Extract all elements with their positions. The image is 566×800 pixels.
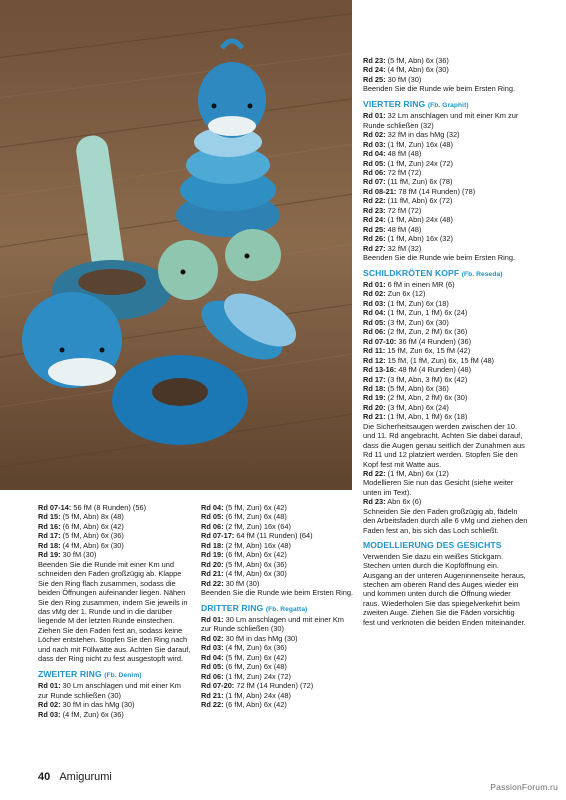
round-label: Rd 21: [201,569,224,579]
round-label: Rd 07-14: [38,503,72,512]
round-instruction: (2 fM, Abn, 2 fM) 6x (30) [385,393,468,403]
round-instruction: 48 fM (48) [385,149,422,159]
round-label: Rd 17: [363,374,386,384]
round-instruction: 78 fM (14 Runden) (78) [396,186,476,196]
round-instruction: 30 fM (30) [60,550,97,560]
round-label: Rd 04: [201,503,224,512]
instruction-row [201,691,356,700]
instruction-row [201,522,356,531]
round-label: Rd 18: [363,383,386,393]
instruction-row [201,503,356,512]
section-heading: SCHILDKRÖTEN KOPF (Fb. Reseda) [363,267,503,278]
round-label: Rd 06: [201,521,224,531]
round-label: Rd 12: [363,355,386,365]
round-instruction: (4 fM, Abn) 6x (30) [385,65,449,75]
round-instruction: 15 fM, Zun 6x, 15 fM (42) [385,346,471,356]
instruction-row [363,337,528,346]
instruction-row [363,244,528,253]
round-label: Rd 24: [363,215,386,225]
round-label: Rd 20: [201,559,224,569]
round-label: Rd 02: [38,700,61,710]
instruction-row [363,497,528,506]
instruction-row [363,327,528,336]
round-label: Rd 24: [363,65,386,75]
section-heading: ZWEITER RING (Fb. Denim) [38,668,142,679]
instruction-row [363,206,528,215]
instruction-row [363,215,528,224]
round-label: Rd 07: [363,177,386,187]
round-instruction: (6 fM, Abn) 6x (42) [223,700,287,710]
round-label: Rd 04: [363,308,386,318]
instruction-row [201,569,356,578]
round-label: Rd 15: [38,512,61,522]
round-instruction: (5 fM, Zun) 6x (42) [223,503,287,512]
round-label: Rd 25: [363,74,386,84]
instruction-list [363,497,528,506]
round-label: Rd 02: [363,289,386,299]
instruction-row [363,393,528,402]
instruction-row [201,653,356,662]
instruction-row [363,111,528,130]
round-label: Rd 23: [363,56,386,65]
round-instruction: (4 fM, Zun) 6x (36) [223,643,287,653]
instruction-list [363,111,528,253]
watermark: PassionForum.ru [490,782,558,792]
instruction-row [201,643,356,652]
instruction-paragraph: Beenden Sie die Runde mit einer Km und schneiden den Faden großzügig ab. Klappe Sie den Ring flach zusammen, sodass die beiden Öffnungen aufeinander liegen. Nähen Sie den Ring zusammen, indem Sie jeweils in das vMg der 1. Runde und in die darüber liegende M der letzten Runde einstechen. Ziehen Sie den Faden fest an, sodass keine Löcher entstehen. Stopfen Sie den Ring nach und nach mit Füllwatte aus. Achten Sie darauf, dass der Ring nicht zu fest ausgestopft wird. [38,559,191,664]
round-instruction: 30 fM in das hMg (30) [60,700,135,710]
round-label: Rd 06: [201,671,224,681]
round-instruction: (1 fM, Abn) 24x (48) [223,690,291,700]
round-instruction: 72 fM (72) [385,205,422,215]
round-label: Rd 22: [201,700,224,710]
round-label: Rd 26: [363,234,386,244]
instruction-row [363,56,528,65]
instruction-row [363,168,528,177]
round-label: Rd 01: [363,279,386,289]
instruction-row [38,512,193,521]
round-instruction: 15 fM, (1 fM, Zun) 6x, 15 fM (48) [385,355,495,365]
round-instruction: Zun 6x (12) [385,289,426,299]
instruction-row [363,289,528,298]
round-instruction: 32 Lm anschlagen und mit einer Km zur Runde schließen (32) [363,111,519,130]
round-label: Rd 01: [201,614,224,624]
round-label: Rd 05: [363,158,386,168]
round-instruction: (4 fM, Zun) 6x (36) [60,709,124,719]
round-instruction: (6 fM, Abn) 6x (42) [223,550,287,560]
instruction-row [201,550,356,559]
round-instruction: (1 fM, Zun) 6x (18) [385,298,449,308]
page-footer [38,771,112,783]
instruction-row [363,346,528,355]
instruction-row [363,318,528,327]
instruction-row [363,384,528,393]
round-instruction: 72 fM (14 Runden) (72) [234,681,314,691]
instruction-row [363,65,528,74]
round-label: Rd 05: [363,317,386,327]
instruction-row [201,541,356,550]
instruction-row [363,234,528,243]
round-label: Rd 07-10: [363,336,397,346]
round-instruction: 32 fM in das hMg (32) [385,130,460,140]
round-label: Rd 18: [201,540,224,550]
round-instruction: (4 fM, Abn) 6x (30) [60,540,124,550]
cover-photo [0,0,352,490]
round-instruction: 30 fM (30) [385,74,422,84]
instruction-list [38,503,193,560]
round-instruction: (2 fM, Zun, 2 fM) 6x (36) [385,327,468,337]
round-label: Rd 01: [38,681,61,691]
round-instruction: (1 fM, Abn) 6x (12) [385,469,449,479]
instruction-list [38,681,193,719]
instruction-row [38,700,193,709]
round-label: Rd 02: [201,633,224,643]
round-label: Rd 11: [363,346,386,356]
instruction-row [363,225,528,234]
round-label: Rd 05: [201,662,224,672]
instruction-row [38,522,193,531]
instruction-row [38,541,193,550]
round-label: Rd 21: [363,412,386,422]
round-instruction: (5 fM, Abn) 6x (36) [385,56,449,65]
round-label: Rd 04: [363,149,386,159]
round-instruction: 30 Lm anschlagen und mit einer Km zur Runde schließen (30) [201,614,344,634]
instruction-row [38,531,193,540]
instruction-paragraph: Modellieren Sie nun das Gesicht (siehe weiter unten im Text). [363,478,514,497]
instruction-list [363,280,528,422]
instruction-list [363,56,528,84]
round-instruction: 48 fM (4 Runden) (48) [396,365,472,375]
round-instruction: (1 fM, Zun, 1 fM) 6x (24) [385,308,468,318]
instruction-row [363,159,528,168]
round-instruction: (1 fM, Zun) 24x (72) [385,158,453,168]
instruction-list [363,469,528,478]
round-label: Rd 03: [201,643,224,653]
round-label: Rd 23: [363,205,386,215]
instruction-paragraph: Verwenden Sie dazu ein weißes Stickgarn. Stechen unten durch die Kopföffnung ein. Ausgang an der unteren Augeninnenseite heraus, stechen am oberen Rand des Auges wieder ein und kommen unten durch die Öffnung wieder raus. Wiederholen Sie das spiegelverkehrt beim zweiten Auge. Ziehen Sie die Fäden vorsichtig fest und verknoten die beiden Enden miteinander. [363,551,526,627]
round-instruction: (5 fM, Abn) 6x (36) [385,383,449,393]
round-label: Rd 01: [363,111,386,121]
round-instruction: 30 Lm anschlagen und mit einer Km zur Runde schließen (30) [38,681,181,700]
instruction-row [38,550,193,559]
round-label: Rd 06: [363,167,386,177]
instruction-row [201,634,356,643]
round-label: Rd 22: [363,469,386,479]
instruction-row [201,560,356,569]
round-label: Rd 07-20: [201,681,235,691]
round-instruction: (6 fM, Abn) 6x (42) [60,521,124,531]
instruction-row [201,662,356,671]
round-instruction: (5 fM, Zun) 6x (42) [223,652,287,662]
round-instruction: (1 fM, Zun) 16x (48) [385,139,453,149]
instruction-paragraph: Beenden Sie die Runde wie beim Ersten Ring. [201,588,354,598]
magazine-name: Amigurumi [59,771,112,783]
instruction-row [363,177,528,186]
instruction-row [363,140,528,149]
round-label: Rd 03: [363,139,386,149]
round-label: Rd 07-17: [201,531,235,541]
column-right [363,56,528,627]
instruction-row [38,503,193,512]
instruction-row [363,375,528,384]
instruction-row [363,469,528,478]
instruction-row [201,579,356,588]
instruction-row [363,412,528,421]
instruction-row [363,187,528,196]
instruction-row [201,700,356,709]
round-instruction: (2 fM, Abn) 16x (48) [223,540,291,550]
round-label: Rd 03: [363,298,386,308]
instruction-row [363,365,528,374]
round-instruction: 36 fM (4 Runden) (36) [396,336,472,346]
round-label: Rd 03: [38,709,61,719]
round-label: Rd 21: [201,690,224,700]
round-label: Rd 05: [201,512,224,522]
round-instruction: (11 fM, Zun) 6x (78) [385,177,453,187]
instruction-row [201,681,356,690]
round-label: Rd 02: [363,130,386,140]
instruction-paragraph: Die Sicherheitsaugen werden zwischen der 10. und 11. Rd angebracht. Achten Sie dabei darauf, dass die Augen genau seitlich der Zunahmen aus Rd 11 und 12 platziert werden. Stopfen Sie den Kopf fest mit Watte aus. [363,421,525,469]
instruction-row [201,512,356,521]
instruction-row [363,356,528,365]
round-instruction: 32 fM (32) [385,243,422,253]
round-label: Rd 17: [38,531,61,541]
instruction-list [201,503,356,588]
round-instruction: (3 fM, Zun) 6x (30) [385,317,449,327]
round-instruction: (2 fM, Zun) 16x (64) [223,521,291,531]
round-instruction: (5 fM, Abn) 8x (48) [60,512,124,522]
round-instruction: 48 fM (48) [385,224,422,234]
round-label: Rd 04: [201,652,224,662]
round-label: Rd 06: [363,327,386,337]
instruction-paragraph: Schneiden Sie den Faden großzügig ab, fädeln den Arbeitsfaden durch alle 6 vMg und ziehen den Faden fest an, bis sich das Loch schließt. [363,506,528,535]
round-label: Rd 25: [363,224,386,234]
round-label: Rd 16: [38,521,61,531]
instruction-list [201,615,356,710]
section-heading: VIERTER RING (Fb. Graphit) [363,98,469,109]
instruction-row [201,531,356,540]
round-label: Rd 22: [201,578,224,588]
round-instruction: (6 fM, Zun) 6x (48) [223,662,287,672]
round-instruction: 30 fM (30) [223,578,260,588]
instruction-row [363,130,528,139]
instruction-paragraph: Beenden Sie die Runde wie beim Ersten Ring. [363,253,516,263]
round-instruction: (5 fM, Abn) 6x (36) [223,559,287,569]
instruction-row [363,196,528,205]
round-instruction: (11 fM, Abn) 6x (72) [385,196,453,206]
instruction-row [363,280,528,289]
round-instruction: (3 fM, Abn, 3 fM) 6x (42) [385,374,468,384]
amigurumi-photo [0,0,352,490]
column-middle [201,503,356,710]
section-heading: MODELLIERUNG DES GESICHTS [363,540,502,551]
round-instruction: (3 fM, Abn) 6x (24) [385,402,449,412]
round-instruction: (1 fM, Abn) 24x (48) [385,215,453,225]
instruction-row [38,710,193,719]
round-instruction: 64 fM (11 Runden) (64) [234,531,313,541]
page-number: 40 [38,771,51,783]
round-instruction: 56 fM (8 Runden) (56) [71,503,147,512]
round-instruction: 72 fM (72) [385,167,422,177]
round-instruction: (1 fM, Zun) 24x (72) [223,671,291,681]
instruction-row [363,403,528,412]
instruction-row [201,672,356,681]
round-label: Rd 22: [363,196,386,206]
instruction-row [363,75,528,84]
round-label: Rd 19: [201,550,224,560]
instruction-row [363,149,528,158]
round-label: Rd 13-16: [363,365,397,375]
round-label: Rd 23: [363,497,386,507]
round-instruction: 30 fM in das hMg (30) [223,633,298,643]
round-instruction: (6 fM, Zun) 6x (48) [223,512,287,522]
instruction-paragraph: Beenden Sie die Runde wie beim Ersten Ring. [363,84,516,94]
instruction-row [201,615,356,634]
round-instruction: (5 fM, Abn) 6x (36) [60,531,124,541]
instruction-row [38,681,193,700]
column-left [38,503,193,719]
round-instruction: (1 fM, Abn) 16x (32) [385,234,453,244]
round-label: Rd 19: [363,393,386,403]
section-heading: DRITTER RING (Fb. Regatta) [201,602,308,613]
round-instruction: (1 fM, Abn, 1 fM) 6x (18) [385,412,468,422]
round-instruction: Abn 6x (6) [385,497,422,507]
round-instruction: 6 fM in einen MR (6) [385,279,455,289]
round-label: Rd 19: [38,550,61,560]
round-label: Rd 20: [363,402,386,412]
round-label: Rd 27: [363,243,386,253]
instruction-row [363,308,528,317]
round-instruction: (4 fM, Abn) 6x (30) [223,569,287,579]
instruction-row [363,299,528,308]
round-label: Rd 18: [38,540,61,550]
round-label: Rd 08-21: [363,186,397,196]
